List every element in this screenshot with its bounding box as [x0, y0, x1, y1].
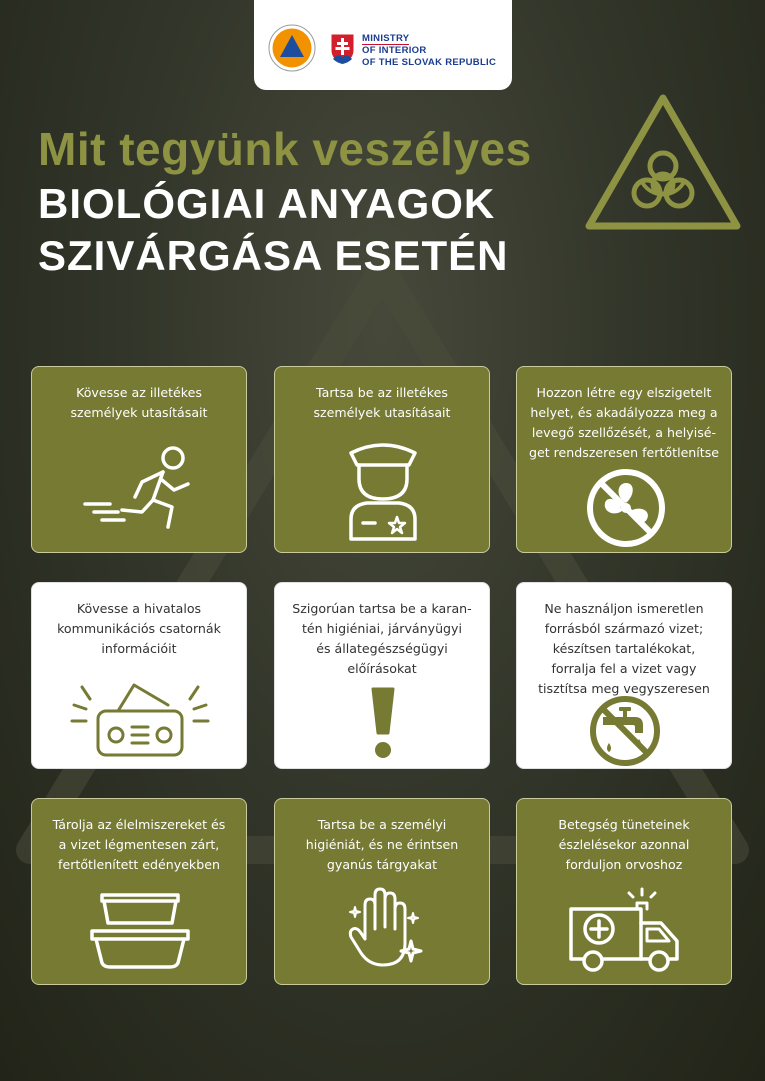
card-isolated-room	[516, 366, 732, 553]
card-text: Ne használjon ismeretlen forrásból származó vizet; készítsen tartalékokat, forralja fel a vizet vagy tisztítsa meg vegyszeresen	[538, 601, 710, 696]
ministry-line-1: MINISTRY	[362, 33, 410, 44]
page-title-line-2: BIOLÓGIAI ANYAGOK	[38, 180, 496, 227]
card-text: Tartsa be a személyi higiéniát, és ne érintsen gyanús tárgyakat	[305, 817, 459, 872]
ambulance-icon	[567, 885, 685, 975]
page-title-line-1: Mit tegyünk veszélyes	[38, 123, 532, 175]
ministry-line-2: OF INTERIOR	[362, 45, 427, 56]
card-text: Tartsa be az illetékes személyek utasításait	[313, 385, 451, 420]
ministry-line-3: OF THE SLOVAK REPUBLIC	[362, 57, 497, 68]
civil-protection-logo-icon	[268, 24, 316, 72]
card-text: Kövesse a hivatalos kommunikációs csatornák információit	[57, 601, 221, 656]
ministry-name	[362, 33, 496, 69]
police-officer-icon	[343, 439, 423, 543]
card-text: Betegség tüneteinek észlelésekor azonnal forduljon orvoshoz	[558, 817, 690, 872]
clean-hand-icon	[343, 885, 427, 973]
no-tap-water-icon	[589, 695, 661, 767]
card-quarantine-rules	[274, 582, 490, 769]
slovak-coat-of-arms-icon	[330, 33, 355, 65]
card-official-channels	[31, 582, 247, 769]
card-see-doctor	[516, 798, 732, 985]
no-fan-icon	[585, 467, 667, 549]
card-follow-instructions	[31, 366, 247, 553]
card-text: Szigorúan tartsa be a karan- tén higiéniai, járványügyi és állategészségügyi előírásokat	[292, 601, 472, 676]
running-person-icon	[80, 442, 200, 532]
radio-icon	[70, 681, 210, 761]
header-logo-box	[254, 0, 512, 90]
exclamation-icon	[369, 685, 397, 761]
card-store-food	[31, 798, 247, 985]
card-text: Kövesse az illetékes személyek utasításait	[70, 385, 208, 420]
card-text: Hozzon létre egy elszigetelt helyet, és akadályozza meg a levegő szellőzését, a helyisé- get rendszeresen fertőtlenítse	[528, 385, 720, 460]
card-text: Tárolja az élelmiszereket és a vizet légmentesen zárt, fertőtlenített edényekben	[52, 817, 226, 872]
biohazard-sign-icon	[583, 92, 743, 234]
card-officer-instructions	[274, 366, 490, 553]
card-unknown-water	[516, 582, 732, 769]
card-personal-hygiene	[274, 798, 490, 985]
background-warning-triangle	[10, 250, 755, 870]
page-title-line-3: SZIVÁRGÁSA ESETÉN	[38, 232, 509, 279]
food-containers-icon	[88, 887, 192, 971]
